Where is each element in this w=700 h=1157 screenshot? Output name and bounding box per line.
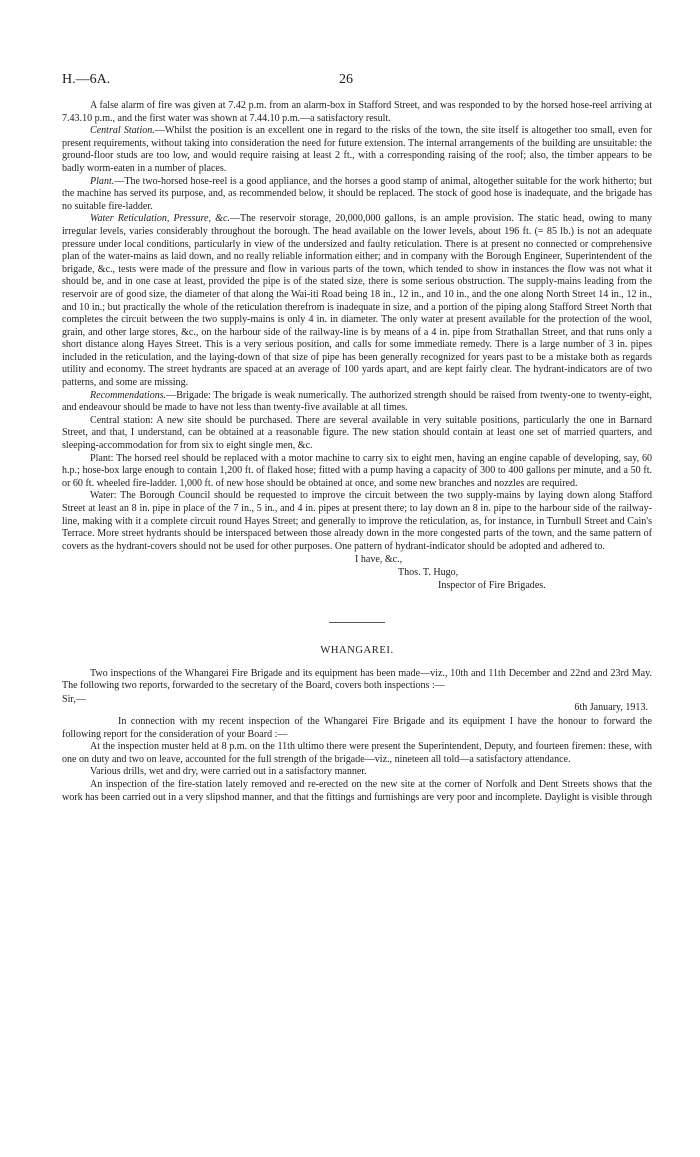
paragraph-water-reticulation: Water Reticulation, Pressure, &c.—The reservoir storage, 20,000,000 gallons, is an ample provision. The static head, owing to many irregular levels, varies considerably throughout the borough. The head available on the lower levels, about 196 ft. (= 85 lb.) is not an adequate pressure under local conditions, particularly in view of the undersized and faulty reticulation. There is at present no connected or comprehensive plan of the water-mains as laid down, and no really reliable information either; and in company with the Borough Engineer, Superintendent of the brigade, &c., tests were made of the pressure and flow in various parts of the town, which tended to show in instances the flow was not what it should be, and in one case at least, provided the pipe is of the stated size, there is some serious obstruction. The supply-mains leading from the reservoir are of good size, the diameter of that along the Wai-iti Road being 18 in., 12 in., and 10 in., and the one along North Street 14 in., 12 in., and 10 in.; but practically the whole of the reticulation therefrom is inadequate in size, and a portion of the piping along Stafford Street North that completes the circuit between the two supply-mains is only 4 in. in diameter. The only water at present available for the protection of the wool, grain, and other large stores, &c., on the harbour side of the railway-line is by means of a 4 in. pipe from Strathallan Street, and that runs only a short distance along Hayes Street. This is a very serious position, and calls for some immediate remedy. There is a large number of 3 in. pipes included in the reticulation, and the laying-down of that size of pipe has been generally recognized for years past to be a mistake both as regards utility and economy. The street hydrants are spaced at an average of 100 yards apart, and are kept fairly clear. The hydrant-indicators are of two patterns, and some are missing. [62, 213, 652, 389]
paragraph-lead: Plant. [90, 175, 115, 187]
paragraph-recommendations: Recommendations.—Brigade: The brigade is weak numerically. The authorized strength should be raised from twenty-one to twenty-eight, and endeavour should be made to have not less than twenty-five available at all times. [62, 389, 652, 414]
signature-name: Thos. T. Hugo, [398, 566, 459, 578]
paragraph-rec-central-station: Central station: A new site should be purchased. There are several available in very suitable positions, particularly the one in Barnard Street, and that, I understand, can be obtained at a reasonable figure. The new station should contain at least one set of married quarters, and sleeping-accommodation for from six to eight single men, &c. [62, 414, 652, 452]
document-code: H.—6A. [62, 72, 111, 87]
paragraph-lead: Recommendations. [90, 389, 167, 401]
page-header [62, 72, 652, 92]
letter-heading [62, 693, 652, 713]
section-intro: Two inspections of the Whangarei Fire Brigade and its equipment has been made—viz., 10th and 11th December and 22nd and 23rd May. The following two reports, forwarded to the secretary of the Board, covers both inspections :— [62, 667, 652, 692]
body-text [62, 100, 652, 804]
salutation: Sir,— [62, 693, 86, 705]
page-number: 26 [339, 72, 353, 87]
signature-title: Inspector of Fire Brigades. [438, 579, 546, 591]
paragraph-lead: Central Station. [90, 125, 155, 137]
letter-paragraph: At the inspection muster held at 8 p.m. on the 11th ultimo there were present the Superintendent, Deputy, and fourteen firemen: these, with one on duty and two on leave, accounted for the full strength of the brigade—viz., nineteen all told—a satisfactory attendance. [62, 741, 652, 765]
signature-block [62, 554, 652, 592]
paragraph-lead: Water Reticulation, Pressure, &c. [90, 213, 230, 225]
letter-paragraph: An inspection of the fire-station lately removed and re-erected on the new site at the corner of Norfolk and Dent Streets shows that the work has been carried out in a very slipshod manner, and that the fittings and furnishings are very poor and incomplete. Daylight is visible through [62, 778, 652, 803]
paragraph-central-station: Central Station.—Whilst the position is an excellent one in regard to the risks of the town, the site itself is altogether too small, even for present requirements, without taking into consideration the need for future extension. The internal arrangements of the building are unsuitable: the ground-floor studs are too low, and would require raising at least 2 ft., with a corresponding raising of the roof; also, the timber appears to be badly worm-eaten in a number of places. [62, 125, 652, 174]
section-divider [329, 622, 385, 623]
paragraph-false-alarm: A false alarm of fire was given at 7.42 p.m. from an alarm-box in Stafford Street, and was responded to by the horsed hose-reel arriving at 7.43.10 p.m., and the first water was shown at 7.44.10 p.m.—a satisfactory result. [62, 100, 652, 124]
letter-date: 6th January, 1913. [574, 701, 648, 713]
section-title: WHANGAREI. [320, 645, 394, 657]
paragraph-plant: Plant.—The two-horsed hose-reel is a good appliance, and the horses a good stamp of animal, altogether suitable for the work hitherto; but the machine has served its purpose, and, as recommended below, it should be replaced. The stock of good hose is inadequate, and the brigade has no suitable fire-ladder. [62, 175, 652, 212]
signature-closing: I have, &c., [355, 554, 403, 566]
paragraph-rec-water: Water: The Borough Council should be requested to improve the circuit between the two supply-mains by laying down along Stafford Street at least an 8 in. pipe in place of the 7 in., 5 in., and 4 in. pipes at present there; to lay down an 8 in. pipe to the harbour side of the railway-line, making with it a complete circuit round Hayes Street; and generally to improve the reticulation, as, for instance, in Turnbull Street and Cain's Terrace. More street hydrants should be interspaced between those already down in the more congested parts of the town, and the same pattern of covers as the hydrant-covers should not be used for other purposes. One pattern of hydrant-indicator should be adopted and adhered to. [62, 490, 652, 552]
paragraph-rec-plant: Plant: The horsed reel should be replaced with a motor machine to carry six to eight men, having an engine capable of developing, say, 60 h.p.; hose-box large enough to contain 1,200 ft. of flaked hose; fitted with a pump having a capacity of 300 to 400 gallons per minute, and a 50 ft. or 60 ft. wheeled fire-ladder. 1,000 ft. of new hose should be obtained at once, and some new branches and nozzles are required. [62, 452, 652, 489]
letter-paragraph: In connection with my recent inspection of the Whangarei Fire Brigade and its equipment I have the honour to forward the following report for the consideration of your Board :— [62, 715, 652, 740]
letter-paragraph: Various drills, wet and dry, were carried out in a satisfactory manner. [90, 766, 367, 778]
